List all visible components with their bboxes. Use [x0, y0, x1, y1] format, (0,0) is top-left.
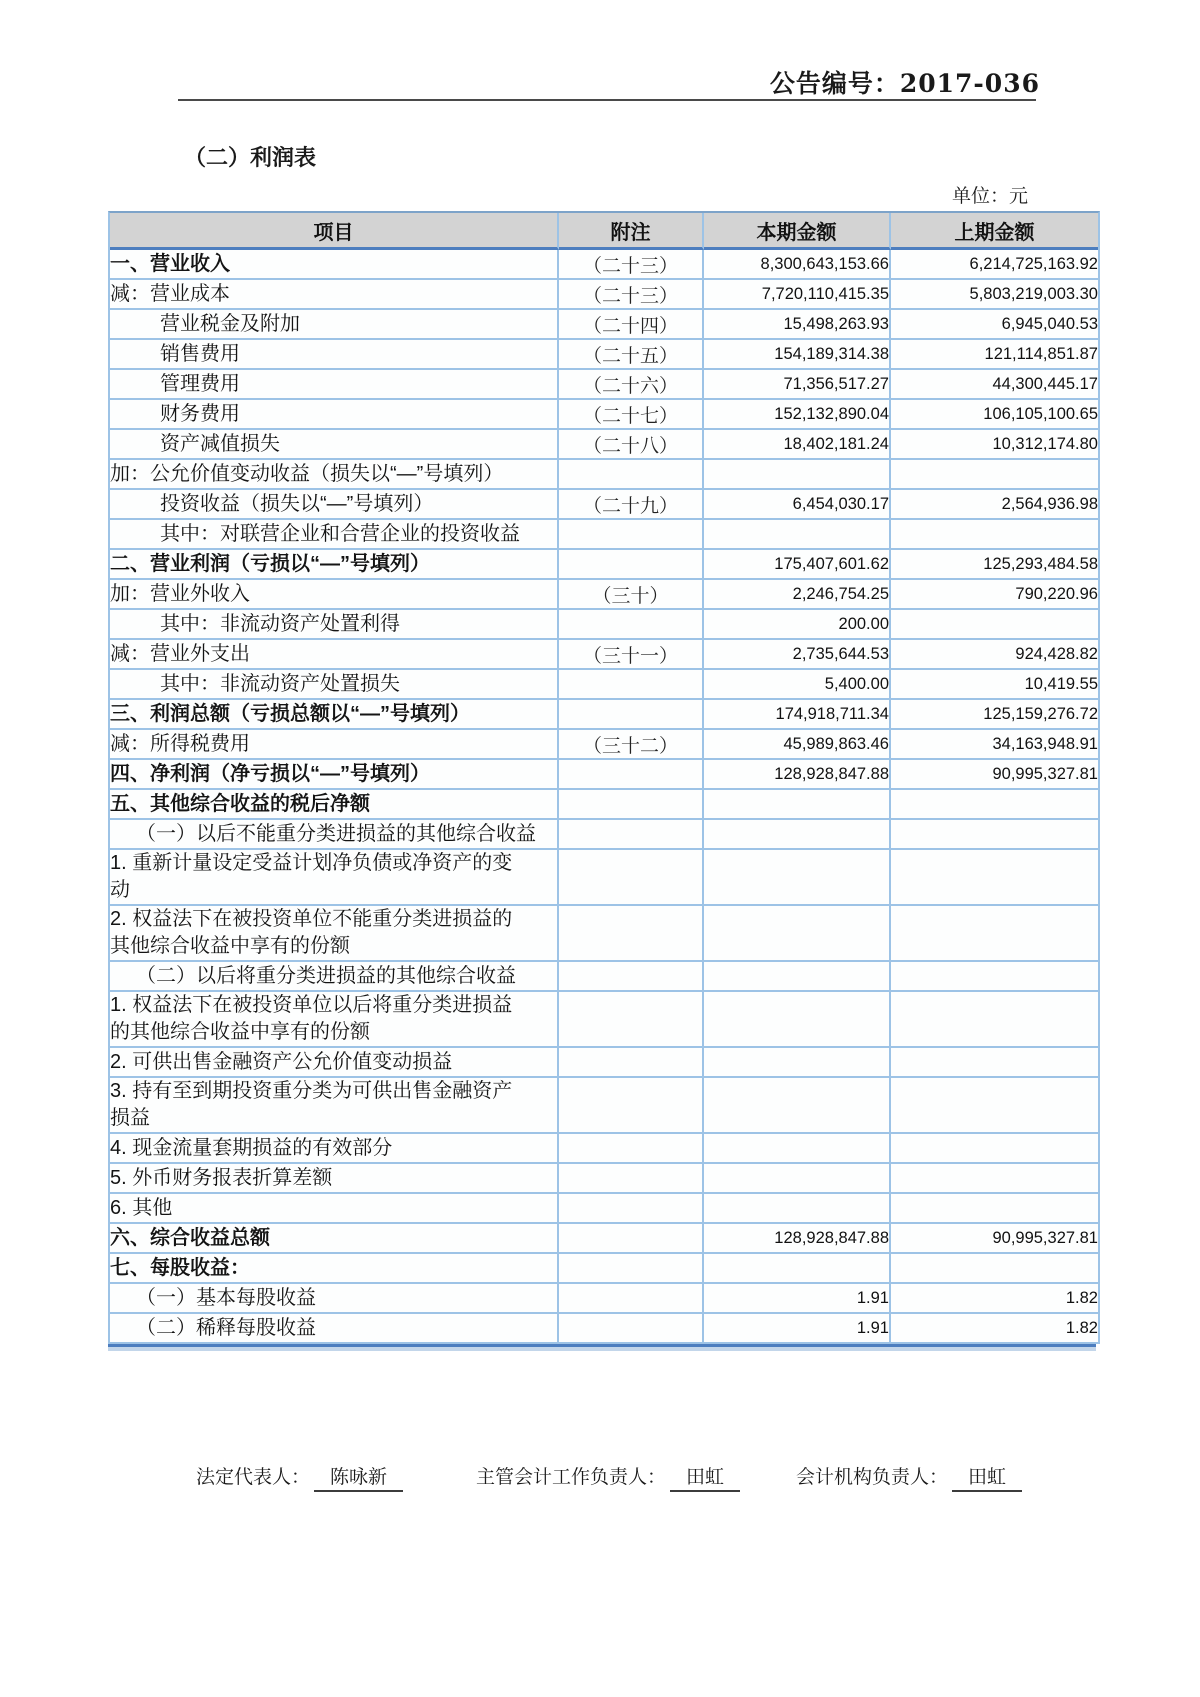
row-prior-period-amount: 121,114,851.87 — [891, 340, 1098, 370]
table-row — [110, 760, 1098, 790]
table-row — [110, 670, 1098, 700]
row-prior-period-amount: 6,214,725,163.92 — [891, 250, 1098, 280]
row-prior-period-amount: 6,945,040.53 — [891, 310, 1098, 340]
row-current-period-amount — [704, 992, 891, 1048]
row-current-period-amount — [704, 962, 891, 992]
row-prior-period-amount — [891, 992, 1098, 1048]
table-row — [110, 610, 1098, 640]
row-note-reference — [559, 610, 704, 640]
table-row — [110, 430, 1098, 460]
row-prior-period-amount — [891, 460, 1098, 490]
row-note-reference — [559, 1254, 704, 1284]
row-item-label: 资产减值损失 — [110, 430, 559, 460]
row-current-period-amount: 71,356,517.27 — [704, 370, 891, 400]
row-prior-period-amount: 125,293,484.58 — [891, 550, 1098, 580]
row-item-label: 4. 现金流量套期损益的有效部分 — [110, 1134, 559, 1164]
table-row — [110, 790, 1098, 820]
table-row — [110, 310, 1098, 340]
row-note-reference — [559, 962, 704, 992]
signer-label: 会计机构负责人： — [796, 1467, 949, 1488]
row-current-period-amount: 152,132,890.04 — [704, 400, 891, 430]
row-prior-period-amount: 34,163,948.91 — [891, 730, 1098, 760]
table-row — [110, 962, 1098, 992]
row-note-reference: （二十六） — [559, 370, 704, 400]
table-header-row — [110, 213, 1098, 250]
signer-accounting-department-head — [796, 1462, 1022, 1492]
row-item-label: 二、营业利润（亏损以“—”号填列） — [110, 550, 559, 580]
row-current-period-amount — [704, 520, 891, 550]
row-item-label: 1. 重新计量设定受益计划净负债或净资产的变 动 — [110, 850, 559, 906]
row-item-label: 六、综合收益总额 — [110, 1224, 559, 1254]
income-table-body — [110, 250, 1098, 1344]
row-item-label: 1. 权益法下在被投资单位以后将重分类进损益 的其他综合收益中享有的份额 — [110, 992, 559, 1048]
row-item-label: 投资收益（损失以“—”号填列） — [110, 490, 559, 520]
signer-legal-representative — [196, 1462, 403, 1492]
column-header-item: 项目 — [110, 213, 559, 250]
row-item-label: 其中：非流动资产处置利得 — [110, 610, 559, 640]
column-header-note: 附注 — [559, 213, 704, 250]
row-current-period-amount — [704, 906, 891, 962]
row-current-period-amount: 174,918,711.34 — [704, 700, 891, 730]
row-prior-period-amount — [891, 850, 1098, 906]
row-prior-period-amount: 1.82 — [891, 1314, 1098, 1344]
row-note-reference — [559, 460, 704, 490]
row-prior-period-amount — [891, 790, 1098, 820]
table-row — [110, 400, 1098, 430]
row-current-period-amount — [704, 1134, 891, 1164]
row-item-label: 加：公允价值变动收益（损失以“—”号填列） — [110, 460, 559, 490]
row-prior-period-amount — [891, 1048, 1098, 1078]
row-prior-period-amount: 790,220.96 — [891, 580, 1098, 610]
row-item-label: 五、其他综合收益的税后净额 — [110, 790, 559, 820]
row-current-period-amount — [704, 1078, 891, 1134]
signer-name: 田虹 — [670, 1462, 740, 1492]
row-prior-period-amount — [891, 520, 1098, 550]
income-statement-table-wrapper — [108, 211, 1096, 1351]
row-note-reference — [559, 1078, 704, 1134]
row-item-label: 营业税金及附加 — [110, 310, 559, 340]
table-row — [110, 730, 1098, 760]
row-note-reference — [559, 850, 704, 906]
table-row — [110, 1134, 1098, 1164]
row-current-period-amount: 128,928,847.88 — [704, 1224, 891, 1254]
row-current-period-amount: 15,498,263.93 — [704, 310, 891, 340]
table-row — [110, 520, 1098, 550]
row-note-reference: （二十七） — [559, 400, 704, 430]
table-row — [110, 1314, 1098, 1344]
row-note-reference — [559, 1224, 704, 1254]
row-current-period-amount: 18,402,181.24 — [704, 430, 891, 460]
table-row — [110, 280, 1098, 310]
row-current-period-amount: 2,735,644.53 — [704, 640, 891, 670]
row-note-reference — [559, 550, 704, 580]
row-note-reference — [559, 520, 704, 550]
row-prior-period-amount — [891, 1078, 1098, 1134]
row-note-reference: （三十二） — [559, 730, 704, 760]
table-row — [110, 906, 1098, 962]
row-item-label: （一）以后不能重分类进损益的其他综合收益 — [110, 820, 559, 850]
row-note-reference: （三十） — [559, 580, 704, 610]
row-prior-period-amount: 90,995,327.81 — [891, 760, 1098, 790]
row-prior-period-amount — [891, 820, 1098, 850]
row-item-label: 5. 外币财务报表折算差额 — [110, 1164, 559, 1194]
row-item-label: 2. 权益法下在被投资单位不能重分类进损益的 其他综合收益中享有的份额 — [110, 906, 559, 962]
row-item-label: 三、利润总额（亏损总额以“—”号填列） — [110, 700, 559, 730]
column-header-prior-period: 上期金额 — [891, 213, 1098, 250]
header-divider-line — [178, 99, 1036, 101]
row-note-reference — [559, 1194, 704, 1224]
row-note-reference — [559, 1048, 704, 1078]
row-current-period-amount: 6,454,030.17 — [704, 490, 891, 520]
row-note-reference: （二十三） — [559, 250, 704, 280]
table-row — [110, 370, 1098, 400]
row-prior-period-amount: 1.82 — [891, 1284, 1098, 1314]
row-note-reference: （二十三） — [559, 280, 704, 310]
row-current-period-amount: 1.91 — [704, 1314, 891, 1344]
announcement-number: 公告编号：2017-036 — [769, 69, 1040, 98]
row-prior-period-amount — [891, 1194, 1098, 1224]
row-current-period-amount: 45,989,863.46 — [704, 730, 891, 760]
table-row — [110, 820, 1098, 850]
row-current-period-amount: 7,720,110,415.35 — [704, 280, 891, 310]
row-current-period-amount: 128,928,847.88 — [704, 760, 891, 790]
signer-label: 法定代表人： — [196, 1467, 311, 1488]
table-row — [110, 1164, 1098, 1194]
row-item-label: 四、净利润（净亏损以“—”号填列） — [110, 760, 559, 790]
row-note-reference — [559, 906, 704, 962]
row-current-period-amount — [704, 460, 891, 490]
table-row — [110, 1254, 1098, 1284]
row-note-reference — [559, 1284, 704, 1314]
row-current-period-amount: 5,400.00 — [704, 670, 891, 700]
row-prior-period-amount: 924,428.82 — [891, 640, 1098, 670]
row-note-reference: （二十九） — [559, 490, 704, 520]
row-prior-period-amount: 10,312,174.80 — [891, 430, 1098, 460]
row-current-period-amount — [704, 1048, 891, 1078]
column-header-current-period: 本期金额 — [704, 213, 891, 250]
row-current-period-amount — [704, 790, 891, 820]
row-item-label: 七、每股收益： — [110, 1254, 559, 1284]
row-current-period-amount: 154,189,314.38 — [704, 340, 891, 370]
row-note-reference: （三十一） — [559, 640, 704, 670]
row-current-period-amount — [704, 1194, 891, 1224]
row-prior-period-amount: 106,105,100.65 — [891, 400, 1098, 430]
row-item-label: 减：营业成本 — [110, 280, 559, 310]
row-note-reference — [559, 670, 704, 700]
row-current-period-amount: 175,407,601.62 — [704, 550, 891, 580]
row-current-period-amount: 8,300,643,153.66 — [704, 250, 891, 280]
row-current-period-amount: 1.91 — [704, 1284, 891, 1314]
row-note-reference — [559, 1164, 704, 1194]
row-prior-period-amount — [891, 962, 1098, 992]
row-prior-period-amount — [891, 610, 1098, 640]
row-prior-period-amount: 10,419.55 — [891, 670, 1098, 700]
row-note-reference — [559, 700, 704, 730]
row-prior-period-amount: 44,300,445.17 — [891, 370, 1098, 400]
row-item-label: 其中：非流动资产处置损失 — [110, 670, 559, 700]
row-current-period-amount: 2,246,754.25 — [704, 580, 891, 610]
table-bottom-shadow — [108, 1347, 1096, 1351]
table-row — [110, 1048, 1098, 1078]
table-row — [110, 1194, 1098, 1224]
table-row — [110, 550, 1098, 580]
row-note-reference: （二十八） — [559, 430, 704, 460]
table-row — [110, 700, 1098, 730]
table-row — [110, 1078, 1098, 1134]
row-item-label: （二）稀释每股收益 — [110, 1314, 559, 1344]
signer-name: 陈咏新 — [314, 1462, 403, 1492]
table-row — [110, 340, 1098, 370]
row-item-label: 其中：对联营企业和合营企业的投资收益 — [110, 520, 559, 550]
signer-chief-accounting-officer — [476, 1462, 740, 1492]
signer-name: 田虹 — [952, 1462, 1022, 1492]
table-row — [110, 460, 1098, 490]
row-prior-period-amount: 2,564,936.98 — [891, 490, 1098, 520]
row-item-label: 3. 持有至到期投资重分类为可供出售金融资产 损益 — [110, 1078, 559, 1134]
row-current-period-amount: 200.00 — [704, 610, 891, 640]
row-current-period-amount — [704, 850, 891, 906]
table-row — [110, 992, 1098, 1048]
row-item-label: 一、营业收入 — [110, 250, 559, 280]
row-item-label: （一）基本每股收益 — [110, 1284, 559, 1314]
row-current-period-amount — [704, 1254, 891, 1284]
row-item-label: 减：所得税费用 — [110, 730, 559, 760]
row-note-reference — [559, 760, 704, 790]
row-prior-period-amount — [891, 1164, 1098, 1194]
currency-unit-label: 单位：元 — [951, 186, 1028, 207]
row-item-label: 管理费用 — [110, 370, 559, 400]
row-note-reference — [559, 1314, 704, 1344]
table-row — [110, 640, 1098, 670]
row-prior-period-amount — [891, 1254, 1098, 1284]
row-prior-period-amount: 125,159,276.72 — [891, 700, 1098, 730]
row-current-period-amount — [704, 820, 891, 850]
row-prior-period-amount: 5,803,219,003.30 — [891, 280, 1098, 310]
row-note-reference — [559, 790, 704, 820]
table-row — [110, 850, 1098, 906]
table-row — [110, 580, 1098, 610]
page-title: （二）利润表 — [184, 145, 317, 170]
row-item-label: 销售费用 — [110, 340, 559, 370]
signer-label: 主管会计工作负责人： — [476, 1467, 667, 1488]
table-row — [110, 250, 1098, 280]
row-item-label: 6. 其他 — [110, 1194, 559, 1224]
row-item-label: 减：营业外支出 — [110, 640, 559, 670]
row-current-period-amount — [704, 1164, 891, 1194]
row-note-reference — [559, 1134, 704, 1164]
table-row — [110, 490, 1098, 520]
row-note-reference: （二十五） — [559, 340, 704, 370]
table-row — [110, 1284, 1098, 1314]
table-row — [110, 1224, 1098, 1254]
row-prior-period-amount — [891, 1134, 1098, 1164]
row-prior-period-amount: 90,995,327.81 — [891, 1224, 1098, 1254]
row-item-label: （二）以后将重分类进损益的其他综合收益 — [110, 962, 559, 992]
row-note-reference — [559, 992, 704, 1048]
row-item-label: 2. 可供出售金融资产公允价值变动损益 — [110, 1048, 559, 1078]
row-prior-period-amount — [891, 906, 1098, 962]
row-note-reference — [559, 820, 704, 850]
row-item-label: 加：营业外收入 — [110, 580, 559, 610]
income-statement-table — [108, 211, 1100, 1344]
row-note-reference: （二十四） — [559, 310, 704, 340]
row-item-label: 财务费用 — [110, 400, 559, 430]
